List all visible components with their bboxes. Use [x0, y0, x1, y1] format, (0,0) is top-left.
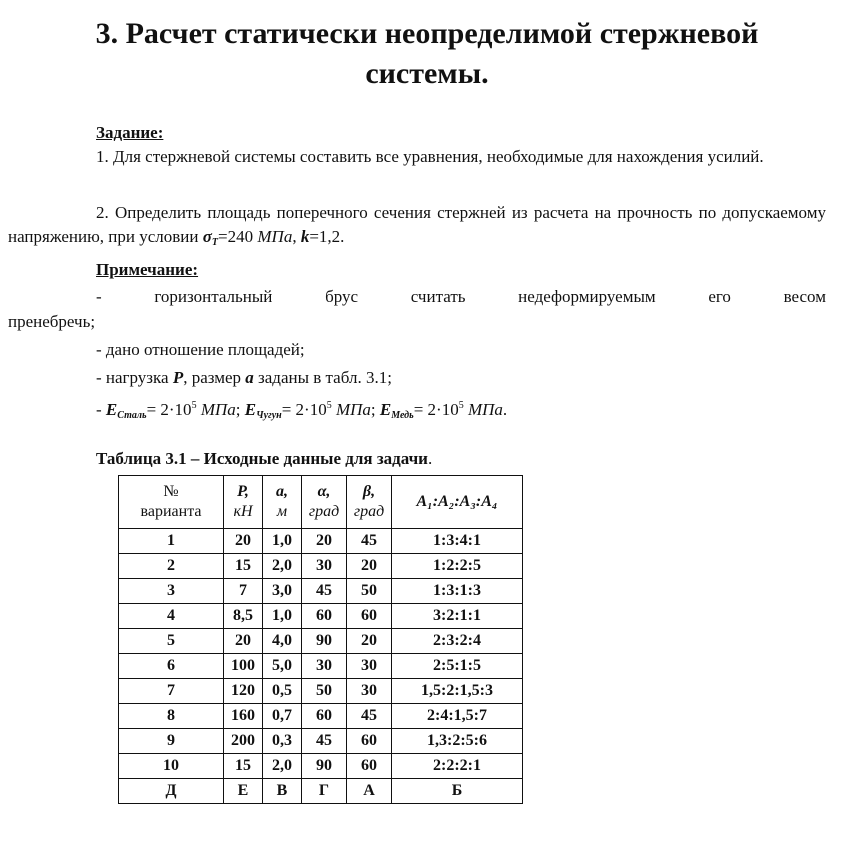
cell-alpha: 50: [302, 679, 347, 704]
cell-area-ratio: 1,5:2:1,5:3: [392, 679, 523, 704]
cell-alpha: 45: [302, 579, 347, 604]
cell-size: 0,3: [263, 729, 302, 754]
table-row: [119, 704, 523, 729]
cell-area-ratio: 3:2:1:1: [392, 604, 523, 629]
cell-variant: Д: [119, 779, 224, 804]
cell-area-ratio: Б: [392, 779, 523, 804]
table-row: [119, 679, 523, 704]
cell-beta: 60: [347, 604, 392, 629]
cell-load: 7: [224, 579, 263, 604]
cell-variant: 10: [119, 754, 224, 779]
cell-alpha: Г: [302, 779, 347, 804]
table-row: [119, 754, 523, 779]
task-heading: Задание:: [96, 123, 164, 142]
table-row: [119, 604, 523, 629]
cell-variant: 3: [119, 579, 224, 604]
cell-beta: 20: [347, 554, 392, 579]
task-item-1: 1. Для стержневой системы составить все уравнения, необходимые для нахождения усилий.: [96, 147, 764, 166]
cell-variant: 8: [119, 704, 224, 729]
note-line-4-moduli: - $E_{Сталь}= 2\cdot 10^5$ МПа; $E_{Чугун}= 2\cdot 10^5$ МПа; $E_{Медь}= 2\cdot 10^5$ МПа.: [96, 400, 508, 421]
cell-size: 0,5: [263, 679, 302, 704]
table-row: [119, 779, 523, 804]
cell-beta: 45: [347, 704, 392, 729]
note-heading: Примечание:: [96, 260, 199, 279]
table-row: [119, 654, 523, 679]
header-area-ratio: A₁:A₂:A₃:A₄: [392, 476, 523, 529]
cell-area-ratio: 1:3:4:1: [392, 529, 523, 554]
cell-load: 160: [224, 704, 263, 729]
cell-load: 20: [224, 529, 263, 554]
table-caption: Таблица 3.1 – Исходные данные для задачи.: [96, 449, 433, 468]
cell-alpha: 30: [302, 554, 347, 579]
cell-alpha: 60: [302, 704, 347, 729]
cell-area-ratio: 2:2:2:1: [392, 754, 523, 779]
header-alpha: α, град: [302, 476, 347, 529]
cell-size: 3,0: [263, 579, 302, 604]
header-beta: β, град: [347, 476, 392, 529]
cell-alpha: 90: [302, 629, 347, 654]
cell-area-ratio: 1:2:2:5: [392, 554, 523, 579]
cell-area-ratio: 2:3:2:4: [392, 629, 523, 654]
cell-variant: 7: [119, 679, 224, 704]
cell-size: 4,0: [263, 629, 302, 654]
cell-beta: 20: [347, 629, 392, 654]
cell-size: В: [263, 779, 302, 804]
note-line-1: - горизонтальный брус считать недеформируемым его весом: [96, 287, 826, 306]
data-table: [118, 475, 523, 804]
cell-area-ratio: 1:3:1:3: [392, 579, 523, 604]
cell-variant: 9: [119, 729, 224, 754]
cell-area-ratio: 1,3:2:5:6: [392, 729, 523, 754]
cell-variant: 1: [119, 529, 224, 554]
table-row: [119, 529, 523, 554]
table-row: [119, 554, 523, 579]
note-line-1-cont: пренебречь;: [8, 312, 96, 331]
table-row: [119, 579, 523, 604]
cell-size: 1,0: [263, 604, 302, 629]
cell-variant: 4: [119, 604, 224, 629]
cell-alpha: 60: [302, 604, 347, 629]
cell-load: 8,5: [224, 604, 263, 629]
cell-variant: 5: [119, 629, 224, 654]
cell-alpha: 20: [302, 529, 347, 554]
header-size: a, м: [263, 476, 302, 529]
page-title: [40, 14, 814, 94]
table-row: [119, 729, 523, 754]
cell-beta: 45: [347, 529, 392, 554]
table-row: [119, 629, 523, 654]
cell-size: 2,0: [263, 554, 302, 579]
cell-alpha: 90: [302, 754, 347, 779]
cell-beta: А: [347, 779, 392, 804]
cell-alpha: 45: [302, 729, 347, 754]
note-line-2: - дано отношение площадей;: [96, 340, 305, 359]
cell-variant: 6: [119, 654, 224, 679]
header-variant: № варианта: [119, 476, 224, 529]
cell-alpha: 30: [302, 654, 347, 679]
cell-load: 200: [224, 729, 263, 754]
cell-beta: 60: [347, 729, 392, 754]
cell-size: 2,0: [263, 754, 302, 779]
cell-load: 120: [224, 679, 263, 704]
cell-size: 5,0: [263, 654, 302, 679]
cell-variant: 2: [119, 554, 224, 579]
cell-load: 15: [224, 754, 263, 779]
note-line-3: - нагрузка P, размер a заданы в табл. 3.1;: [96, 368, 392, 387]
header-load: P, кН: [224, 476, 263, 529]
cell-beta: 30: [347, 679, 392, 704]
cell-load: 100: [224, 654, 263, 679]
cell-area-ratio: 2:5:1:5: [392, 654, 523, 679]
cell-area-ratio: 2:4:1,5:7: [392, 704, 523, 729]
cell-beta: 50: [347, 579, 392, 604]
cell-load: 20: [224, 629, 263, 654]
title-line-2: системы.: [365, 57, 489, 90]
cell-size: 1,0: [263, 529, 302, 554]
task-item-2: 2. Определить площадь поперечного сечения стержней из расчета на прочность по допускаемому напряжению, при условии $\sigma_Т=240$ МПа, k=1,2.: [8, 203, 826, 248]
cell-beta: 60: [347, 754, 392, 779]
title-line-1: 3. Расчет статически неопределимой стержневой: [95, 17, 759, 50]
cell-size: 0,7: [263, 704, 302, 729]
cell-beta: 30: [347, 654, 392, 679]
table-header-row: [119, 476, 523, 529]
cell-load: Е: [224, 779, 263, 804]
cell-load: 15: [224, 554, 263, 579]
